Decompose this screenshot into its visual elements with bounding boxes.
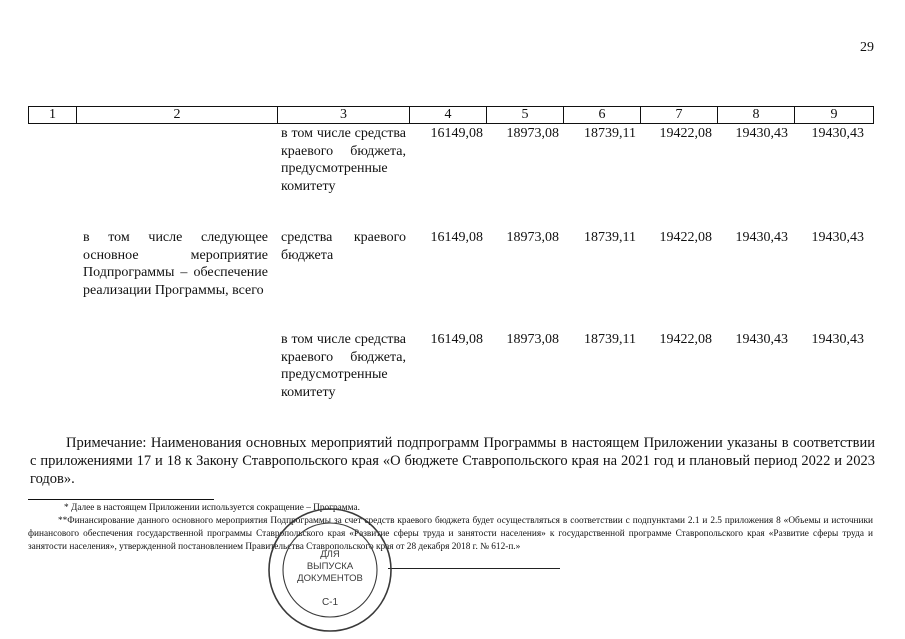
stamp-text: ДЛЯ bbox=[320, 549, 340, 560]
column-number: 6 bbox=[564, 107, 641, 124]
column-number: 2 bbox=[77, 107, 278, 124]
column-header-row bbox=[28, 106, 874, 124]
value-cell: 19430,43 bbox=[735, 126, 788, 141]
column-number: 7 bbox=[641, 107, 718, 124]
value-cell: 19430,43 bbox=[735, 230, 788, 245]
signature-line bbox=[388, 568, 560, 569]
funding-source-cell: средства краевого бюджета bbox=[281, 230, 406, 263]
column-number: 9 bbox=[795, 107, 874, 124]
activity-description-cell: в том числе следующее основное мероприятие Подпрограммы – обеспечение реализации Программы, всего bbox=[83, 230, 268, 298]
value-cell: 19422,08 bbox=[659, 230, 712, 245]
value-cell: 18739,11 bbox=[584, 126, 636, 141]
column-number: 4 bbox=[410, 107, 487, 124]
value-cell: 16149,08 bbox=[430, 332, 483, 347]
value-cell: 19422,08 bbox=[659, 332, 712, 347]
value-cell: 16149,08 bbox=[430, 126, 483, 141]
footnote: * Далее в настоящем Приложении используется сокращение – Программа. bbox=[64, 503, 360, 513]
value-cell: 19422,08 bbox=[659, 126, 712, 141]
value-cell: 19430,43 bbox=[811, 230, 864, 245]
value-cell: 18739,11 bbox=[584, 332, 636, 347]
funding-source-cell: в том числе средства краевого бюджета, предусмотренные комитету bbox=[281, 332, 406, 400]
column-number: 8 bbox=[718, 107, 795, 124]
value-cell: 19430,43 bbox=[811, 332, 864, 347]
value-cell: 19430,43 bbox=[735, 332, 788, 347]
value-cell: 19430,43 bbox=[811, 126, 864, 141]
stamp-code: С-1 bbox=[321, 597, 339, 608]
footnote: **Финансирование данного основного мероприятия Подпрограммы за счет средств краевого бюджета будет осуществляться в соответствии с подпунктами 2.1 и 2.5 приложения 8 «Объемы и источники финансового обеспечения государственной программы Ставропольского края «Развитие сферы труда и занятости населения» к государственной программе Ставропольского края «Развитие сферы труда и занятости населения», утвержденной постановлением Правительства Ставропольского края от 28 декабря 2018 г. № 612-п.» bbox=[28, 516, 873, 552]
value-cell: 18739,11 bbox=[584, 230, 636, 245]
column-number: 1 bbox=[29, 107, 77, 124]
footnote-divider bbox=[28, 499, 214, 500]
value-cell: 18973,08 bbox=[506, 126, 559, 141]
column-number: 3 bbox=[278, 107, 410, 124]
note-paragraph: Примечание: Наименования основных мероприятий подпрограмм Программы в настоящем Приложении указаны в соответствии с приложениями 17 и 18 к Закону Ставропольского края «О бюджете Ставропольского края на 2021 год и плановый период 2022 и 2023 годов». bbox=[30, 435, 875, 487]
value-cell: 18973,08 bbox=[506, 230, 559, 245]
column-number: 5 bbox=[487, 107, 564, 124]
stamp-text: ВЫПУСКА bbox=[306, 561, 354, 572]
official-stamp bbox=[265, 505, 395, 635]
value-cell: 16149,08 bbox=[430, 230, 483, 245]
funding-source-cell: в том числе средства краевого бюджета, предусмотренные комитету bbox=[281, 126, 406, 194]
value-cell: 18973,08 bbox=[506, 332, 559, 347]
page-number: 29 bbox=[860, 40, 874, 55]
stamp-text: ДОКУМЕНТОВ bbox=[297, 573, 363, 584]
